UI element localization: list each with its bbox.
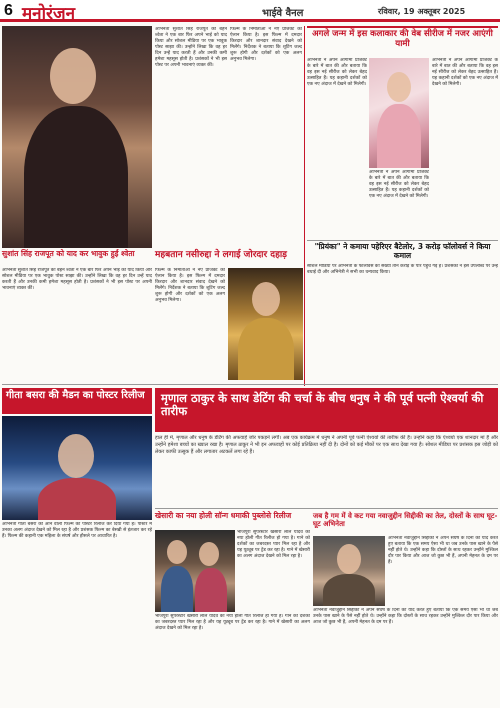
article-body-top-left: अभिनेता सुशांत सिंह राजपूत की बहन श्वेता ने एक बार फिर अपने भाई को याद किया और सोशल मीडिया पर एक भावुक पोस्ट साझा की। उन्होंने लिखा कि वह हर दिन उन्हें याद करती हैं और उनकी कमी हमेशा महसूस होती है। प्रशंसकों ने भी इस पोस्ट पर अपनी भावनाएं व्यक्त कीं। (155, 27, 227, 68)
sushant-headline: सुशांत सिंह राजपूत को याद कर भावुक हुईं श्वेता (2, 249, 135, 258)
issue-date: रविवार, 19 अक्तूबर 2025 (378, 7, 466, 16)
newspaper-name: भाईवे वैनल (262, 8, 304, 19)
section-divider (2, 384, 498, 385)
nasir-headline-box (155, 250, 303, 266)
yami-headline: अगले जन्म में इस कलाकार की वेब सीरीज में नजर आएंगी यामी (312, 29, 493, 49)
gita-headline-box (2, 388, 152, 414)
priyanka-headline: "प्रियंका" ने कमाया पहेरिएर बैटेलोर, 3 करोड़ फॉलोवर्स ने किया कमाल (314, 242, 491, 260)
khesari-headline-box (155, 512, 310, 528)
nasir-body-col1: फिल्म के निर्माताओं ने नए प्रोजेक्ट का ऐलान किया है। इस फिल्म में दमदार किरदार और शानदार संवाद देखने को मिलेंगे। निर्देशक ने बताया कि शूटिंग जल्द शुरू होगी और दर्शकों को एक अलग अनुभव मिलेगा। (155, 268, 225, 303)
gita-headline: गीता बसरा की मैडन का पोस्टर रिलीज (6, 390, 145, 401)
section-title: मनोरंजन (22, 4, 76, 24)
sushant-body: अभिनेता सुशांत सिंह राजपूत की बहन श्वेता ने एक बार फिर अपने भाई को याद किया और सोशल मीडिया पर एक भावुक पोस्ट साझा की। उन्होंने लिखा कि वह हर दिन उन्हें याद करती हैं और उनकी कमी हमेशा महसूस होती है। प्रशंसकों ने भी इस पोस्ट पर अपनी भावनाएं व्यक्त कीं। (2, 268, 152, 291)
nawaz-headline: जब है गम में वे कट गया नवाजुद्दीन सिद्दीकी का तेल, दोस्तों के साथ घूट-घूट अभिनेता (313, 512, 498, 529)
section-divider-2 (155, 508, 498, 509)
gita-poster-photo (2, 416, 152, 520)
yami-body-col3: अभिनेत्री ने अपने आगामी प्रोजेक्ट के बारे में बात की और बताया कि वह इस नई सीरीज को लेकर बेहद उत्साहित हैं। यह कहानी दर्शकों को एक नए अंदाज में देखने को मिलेगी। (432, 58, 498, 87)
nasir-photo (228, 268, 303, 380)
gita-body: अभिनेत्री गीता बसरा की आने वाली फिल्म का पोस्टर रिलीज कर दिया गया है। पोस्टर में उनका अलग अंदाज देखने को मिल रहा है और प्रशंसक फिल्म का बेसब्री से इंतजार कर रहे हैं। फिल्म की कहानी एक महिला के संघर्ष और हौसले पर आधारित है। (2, 522, 152, 539)
priyanka-headline-box (307, 240, 498, 262)
nawaz-body-col: अभिनेता नवाजुद्दीन सिद्दीकी ने अपने संघर्ष के दिनों को याद करते हुए बताया कि एक समय ऐसा भी था जब उनके पास खाने के पैसे नहीं होते थे। उन्होंने कहा कि दोस्तों के साथ रहकर उन्होंने मुश्किल दौर पार किया और आज जो कुछ भी हैं, अपनी मेहनत के दम पर हैं। (388, 536, 498, 565)
nawaz-body: अभिनेता नवाजुद्दीन सिद्दीकी ने अपने संघर्ष के दिनों को याद करते हुए बताया कि एक समय ऐसा भी था जब उनके पास खाने के पैसे नहीं होते थे। उन्होंने कहा कि दोस्तों के साथ रहकर उन्होंने मुश्किल दौर पार किया और आज जो कुछ भी हैं, अपनी मेहनत के दम पर हैं। (313, 608, 498, 625)
nawaz-photo (313, 536, 385, 606)
mrunal-headline: मृणाल ठाकुर के साथ डेटिंग की चर्चा के बीच धनुष ने की पूर्व पत्नी ऐश्वर्या की तारीफ (161, 391, 484, 419)
sushant-headline-box (2, 250, 152, 266)
khesari-headline: खेसारी का नया होली सॉन्ग धमाकी पुब्लोसे रिलीज (155, 511, 292, 520)
khesari-body-col: भोजपुरी सुपरस्टार खेसारी लाल यादव का नया होली गीत रिलीज हो गया है। गाने को दर्शकों का जबरदस्त प्यार मिल रहा है और यह यूट्यूब पर ट्रेंड कर रहा है। गाने में खेसारी का अलग अंदाज देखने को मिल रहा है। (237, 530, 310, 559)
mrunal-headline-box (155, 388, 498, 432)
yami-photo (369, 58, 429, 168)
khesari-body: भोजपुरी सुपरस्टार खेसारी लाल यादव का नया होली गीत रिलीज हो गया है। गाने को दर्शकों का जबरदस्त प्यार मिल रहा है और यह यूट्यूब पर ट्रेंड कर रहा है। गाने में खेसारी का अलग अंदाज देखने को मिल रहा है। (155, 614, 310, 631)
yami-body-col2: अभिनेत्री ने अपने आगामी प्रोजेक्ट के बारे में बात की और बताया कि वह इस नई सीरीज को लेकर बेहद उत्साहित हैं। यह कहानी दर्शकों को एक नए अंदाज में देखने को मिलेगी। (369, 170, 429, 199)
yami-body-col1: अभिनेत्री ने अपने आगामी प्रोजेक्ट के बारे में बात की और बताया कि वह इस नई सीरीज को लेकर बेहद उत्साहित हैं। यह कहानी दर्शकों को एक नए अंदाज में देखने को मिलेगी। (307, 58, 367, 87)
priyanka-body: सोशल मीडिया पर अभिनेत्री के फॉलोवर्स की संख्या तीन करोड़ के पार पहुंच गई है। प्रशंसकों ने इस उपलब्धि पर उन्हें बधाई दी और अभिनेत्री ने सभी का धन्यवाद किया। (307, 264, 498, 275)
column-divider (304, 26, 305, 386)
khesari-photo (155, 530, 235, 612)
yami-headline-box (307, 26, 498, 56)
page-number: 6 (4, 2, 13, 19)
actress-photo (2, 26, 152, 248)
mrunal-body: हाल ही में, मृणाल और धनुष के डेटिंग की अफवाहें जोर पकड़ने लगीं। अब एक कार्यक्रम में धनुष ने अपनी पूर्व पत्नी ऐश्वर्या की तारीफ की है। उन्होंने कहा कि ऐश्वर्या एक शानदार मां हैं और उन्होंने हमेशा बच्चों का ख्याल रखा है। मृणाल ठाकुर ने भी इन अफवाहों पर कोई प्रतिक्रिया नहीं दी है। दोनों को कई मौकों पर एक साथ देखा गया है। सोशल मीडिया पर प्रशंसक इस जोड़ी को लेकर काफी उत्सुक हैं और लगातार अटकलें लगा रहे हैं। (155, 435, 498, 455)
article-body-top-middle: फिल्म के निर्माताओं ने नए प्रोजेक्ट का ऐलान किया है। इस फिल्म में दमदार किरदार और शानदार संवाद देखने को मिलेंगे। निर्देशक ने बताया कि शूटिंग जल्द शुरू होगी और दर्शकों को एक अलग अनुभव मिलेगा। (230, 27, 302, 62)
nawaz-headline-box (313, 512, 498, 534)
nasir-headline: महबतान नसीरुद्दा ने लगाई जोरदार दहाड़ (155, 250, 288, 260)
